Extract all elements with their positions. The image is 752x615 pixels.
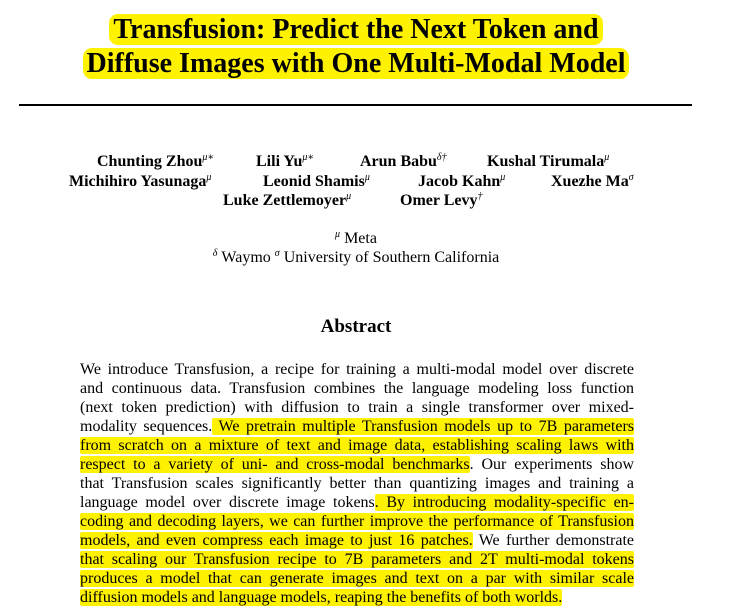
abstract-line — [80, 550, 634, 569]
abstract-line — [80, 455, 634, 474]
author: Chunting Zhou$^{\mu∗}$ — [97, 152, 215, 170]
author: Lili $Yu^{\mu∗}$ — [256, 152, 315, 170]
affiliation-line-1: $^\mu$ Meta — [335, 229, 377, 247]
highlighted-text: We pretrain multiple Transfusion models up to 7B parameters — [212, 418, 634, 435]
abstract-text: and continuous data. Transfusion combines the language modeling loss function — [80, 380, 634, 397]
abstract-line — [80, 379, 634, 398]
highlighted-text: models, and even compress each image to just 16 patches. — [80, 532, 473, 549]
paper-title-line-2 — [0, 47, 712, 81]
abstract-text: language model over discrete image tokens — [80, 494, 375, 511]
abstract-text: . Our experiments show — [469, 456, 635, 473]
paper-title-highlight: Transfusion: Predict the Next Token and — [109, 14, 602, 45]
abstract-heading: Abstract — [320, 316, 392, 337]
author: Luke Zettlemoyer$^\mu$ — [223, 191, 352, 209]
abstract-text: (next token prediction) with diffusion to train a single transformer over mixed- — [80, 399, 634, 416]
abstract-text: We introduce Transfusion, a recipe for training a multi-modal model over discrete — [80, 361, 634, 378]
abstract-line — [80, 417, 634, 436]
author: Jacob Kahn$^\mu$ — [418, 172, 506, 190]
paper-title-highlight: Diffuse Images with One Multi-Modal Model — [83, 48, 630, 79]
abstract-text: modality sequences. — [80, 418, 213, 435]
affiliation-line-2: $^\delta$ Waymo $^\sigma$ University of Southern California — [212, 248, 500, 266]
authors-row-3 — [0, 191, 712, 211]
abstract-line — [80, 531, 634, 550]
author: Omer Levy† — [400, 191, 483, 209]
author: Leonid Shamis$^\mu$ — [263, 172, 370, 190]
author: Kushal Tirumala$^\mu$ — [487, 152, 610, 170]
title-rule — [19, 104, 692, 106]
highlighted-text: that scaling our Transfusion recipe to 7B parameters and 2T multi-modal tokens — [80, 551, 634, 568]
abstract-line — [80, 569, 634, 588]
abstract-line — [80, 474, 634, 493]
abstract-line — [80, 398, 634, 417]
abstract-line — [80, 436, 634, 455]
highlighted-text: . By introducing modality-specific en- — [374, 494, 634, 511]
authors-row-2 — [0, 172, 712, 192]
highlighted-text: from scratch on a mixture of text and image data, establishing scaling laws with — [80, 437, 634, 454]
authors-row-1 — [0, 152, 712, 172]
author: Arun Babu$^{\delta\dagger}$ — [360, 152, 447, 170]
paper-title-line-1 — [0, 13, 712, 47]
abstract-line — [80, 360, 634, 379]
abstract-text: that Transfusion scales significantly better than quantizing images and training a — [80, 475, 634, 492]
highlighted-text: produces a model that can generate images and text on a par with similar scale — [80, 570, 634, 587]
highlighted-text: coding and decoding layers, we can further improve the performance of Transfusion — [80, 513, 634, 530]
highlighted-text: diffusion models and language models, reaping the benefits of both worlds. — [80, 589, 563, 606]
abstract-line — [80, 512, 634, 531]
abstract-line — [80, 493, 634, 512]
highlighted-text: respect to a variety of uni- and cross-modal benchmarks — [80, 456, 470, 473]
abstract-line — [80, 588, 634, 607]
author: Xuezhe $Ma^\sigma$ — [551, 172, 634, 190]
author: Michihiro Yasunaga$^\mu$ — [69, 172, 212, 190]
abstract-text: We further demonstrate — [472, 532, 634, 549]
